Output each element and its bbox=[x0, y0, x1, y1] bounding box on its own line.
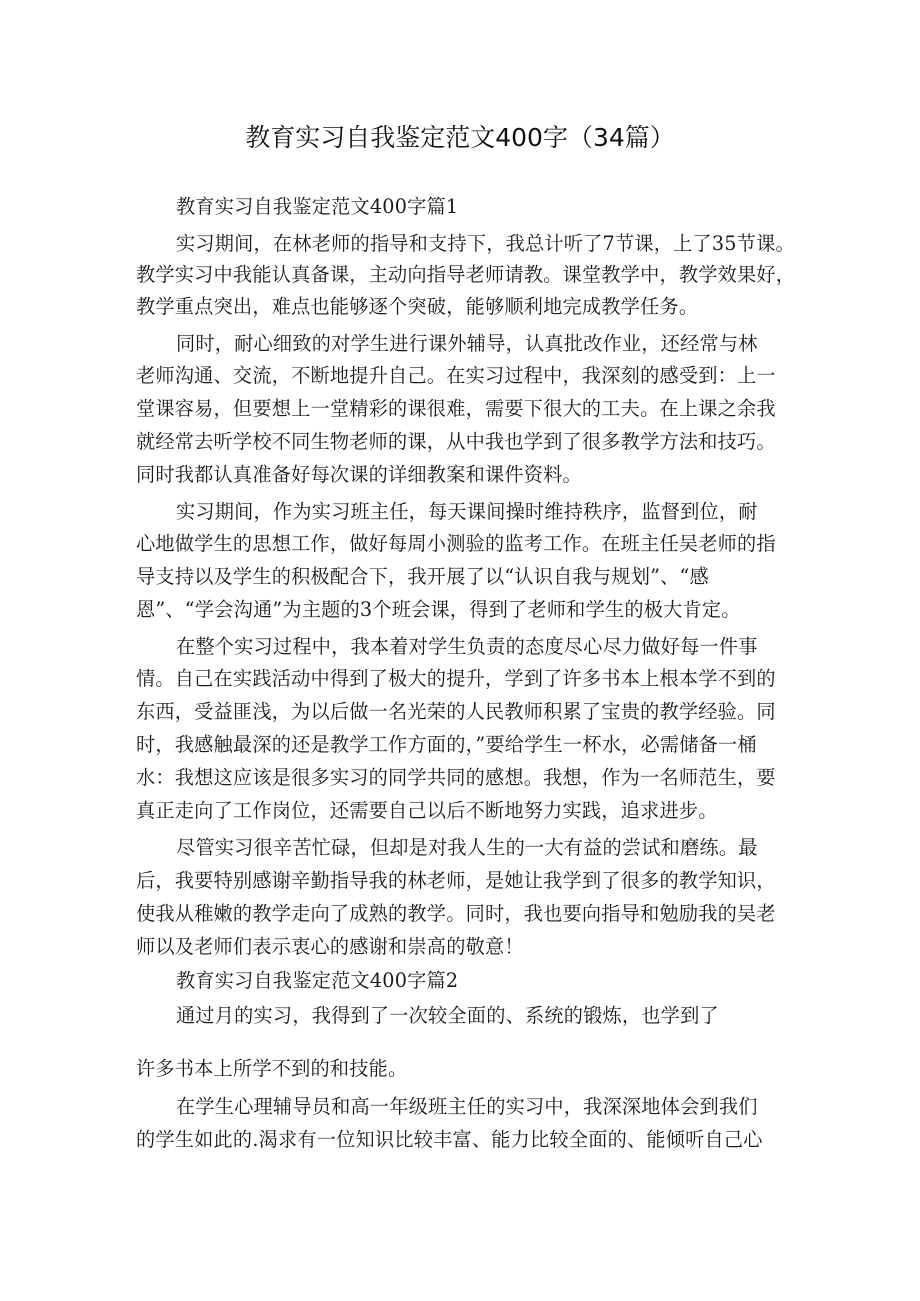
paragraph-line: 恩”、“学会沟通”为主题的3个班会课，得到了老师和学生的极大肯定。 bbox=[136, 598, 741, 621]
paragraph-line: 真正走向了工作岗位，还需要自己以后不断地努力实践，追求进步。 bbox=[136, 799, 718, 822]
paragraph-line: 实习期间，在林老师的指导和支持下，我总计听了7节课，上了35节课。 bbox=[176, 232, 795, 255]
document-title: 教育实习自我鉴定范文400字（34篇） bbox=[245, 123, 675, 152]
paragraph-line: 时，我感触最深的还是教学工作方面的，”要给学生一杯水，必需储备一桶 bbox=[136, 733, 757, 756]
paragraph-line: 实习期间，作为实习班主任，每天课间操时维持秩序，监督到位，耐 bbox=[176, 500, 758, 523]
paragraph-line: 老师沟通、交流，不断地提升自己。在实习过程中，我深刻的感受到：上一 bbox=[136, 364, 776, 387]
paragraph-line: 教学重点突出，难点也能够逐个突破，能够顺利地完成教学任务。 bbox=[136, 295, 699, 318]
paragraph-line: 堂课容易，但要想上一堂精彩的课很难，需要下很大的工夫。在上课之余我 bbox=[136, 397, 776, 420]
paragraph-line: 东西，受益匪浅，为以后做一名光荣的人民教师积累了宝贵的教学经验。同 bbox=[136, 700, 776, 723]
paragraph-line: 使我从稚嫩的教学走向了成熟的教学。同时，我也要向指导和勉励我的吴老 bbox=[136, 902, 776, 925]
paragraph-line: 在整个实习过程中，我本着对学生负责的态度尽心尽力做好每一件事 bbox=[176, 635, 758, 658]
section-heading-2: 教育实习自我鉴定范文400字篇2 bbox=[176, 969, 459, 992]
paragraph-line: 后，我要特别感谢辛勤指导我的林老师，是她让我学到了很多的教学知识， bbox=[136, 869, 776, 892]
paragraph-line: 尽管实习很辛苦忙碌，但却是对我人生的一大有益的尝试和磨练。最 bbox=[176, 836, 758, 859]
paragraph-line: 的学生如此的.渴求有一位知识比较丰富、能力比较全面的、能倾听自己心 bbox=[136, 1128, 763, 1151]
paragraph-line: 就经常去听学校不同生物老师的课，从中我也学到了很多教学方法和技巧。 bbox=[136, 430, 776, 453]
paragraph-line: 通过月的实习，我得到了一次较全面的、系统的锻炼，也学到了 bbox=[176, 1004, 719, 1027]
paragraph-line: 情。自己在实践活动中得到了极大的提升，学到了许多书本上根本学不到的 bbox=[136, 667, 776, 690]
paragraph-line: 在学生心理辅导员和高一年级班主任的实习中，我深深地体会到我们 bbox=[176, 1095, 758, 1118]
paragraph-line: 心地做学生的思想工作，做好每周小测验的监考工作。在班主任吴老师的指 bbox=[136, 532, 776, 555]
paragraph-line: 同时我都认真准备好每次课的详细教案和课件资料。 bbox=[136, 463, 582, 486]
section-heading-1: 教育实习自我鉴定范文400字篇1 bbox=[176, 195, 459, 218]
paragraph-line: 师以及老师们表示衷心的感谢和崇高的敬意！ bbox=[136, 935, 524, 958]
paragraph-line: 水：我想这应该是很多实习的同学共同的感想。我想，作为一名师范生，要 bbox=[136, 766, 776, 789]
paragraph-line: 教学实习中我能认真备课，主动向指导老师请教。课堂教学中，教学效果好， bbox=[136, 263, 796, 286]
paragraph-line: 同时，耐心细致的对学生进行课外辅导，认真批改作业，还经常与林 bbox=[176, 332, 758, 355]
paragraph-line: 导支持以及学生的积极配合下，我开展了以“认识自我与规划”、“感 bbox=[136, 565, 709, 588]
paragraph-line: 许多书本上所学不到的和技能。 bbox=[136, 1057, 408, 1080]
